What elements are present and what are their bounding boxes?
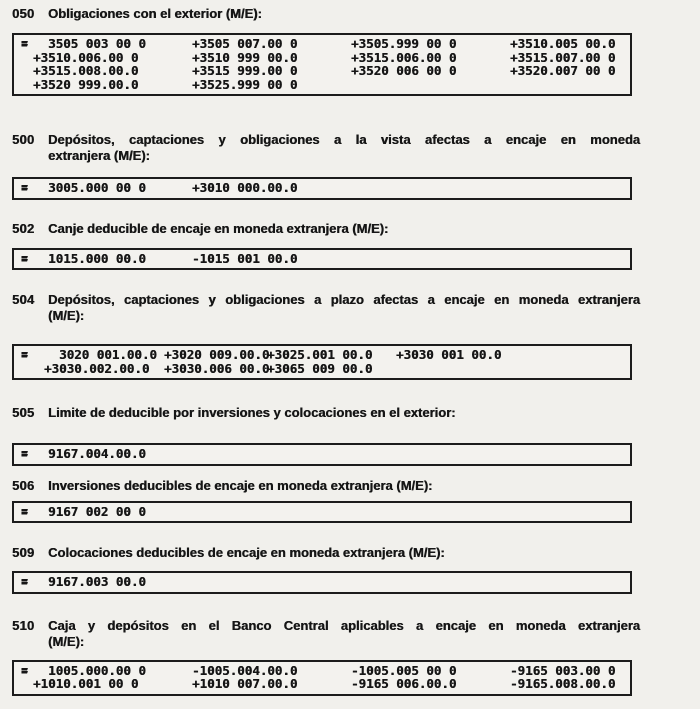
formula-box: [12, 248, 632, 271]
formula-box: [12, 33, 632, 96]
equals-sign: =: [21, 662, 28, 678]
section-heading: [12, 478, 700, 494]
formula-code: 3505 003 00 0: [33, 36, 146, 51]
formula-box: [12, 660, 632, 696]
formula-code: +1010.001 00 0: [33, 676, 139, 691]
equals-sign: =: [21, 35, 28, 52]
formula-row: [44, 348, 630, 362]
formula-code: 1015.000 00.0: [33, 250, 146, 266]
title-line: Caja y depósitos en el Banco Central aplicables a encaje en moneda extranjera: [48, 617, 640, 633]
title-line: (M/E):: [48, 308, 85, 323]
formula-code: +3515.007.00 0: [510, 49, 616, 65]
formula-code: +3065 009 00.0: [267, 360, 373, 376]
section-title: [48, 132, 640, 164]
section-number: 506: [12, 477, 35, 493]
formula-row: [33, 51, 630, 65]
title-line: Colocaciones deducibles de encaje en moneda extranjera (M/E):: [48, 545, 445, 560]
formula-code: 3020 001.00.0: [44, 347, 157, 362]
section-number: 050: [12, 6, 35, 21]
section-number: 502: [12, 220, 35, 236]
section-title: [48, 478, 640, 494]
section-number: 509: [12, 545, 35, 560]
section-505: [12, 405, 700, 466]
formula-code: -9165.008.00.0: [510, 676, 616, 691]
section-title: [48, 405, 640, 421]
section-506: [12, 478, 700, 524]
section-title: [48, 618, 640, 650]
formula-row: [33, 505, 630, 519]
formula-code: +3520 006 00 0: [351, 63, 457, 78]
formula-code: 1005.000.00 0: [33, 662, 146, 678]
section-heading: [12, 221, 700, 237]
formula-code: +1010 007.00.0: [192, 676, 298, 691]
title-line: extranjera (M/E):: [48, 148, 150, 163]
title-line: Obligaciones con el exterior (M/E):: [48, 6, 262, 21]
formula-row: [33, 447, 630, 461]
formula-code: +3525.999 00 0: [192, 76, 298, 92]
section-heading: [12, 132, 700, 164]
equals-sign: =: [21, 250, 28, 266]
section-heading: [12, 545, 700, 561]
formula-code: +3515.006.00 0: [351, 49, 457, 65]
section-heading: [12, 6, 700, 22]
section-heading: [12, 405, 700, 421]
formula-code: +3010 000.00.0: [192, 180, 298, 195]
formula-code: 9167 002 00 0: [33, 503, 146, 519]
section-title: [48, 292, 640, 324]
formula-code: -1015 001 00.0: [192, 250, 298, 266]
section-510: [12, 618, 700, 696]
equals-sign: =: [21, 573, 28, 590]
title-line: Limite de deducible por inversiones y colocaciones en el exterior:: [48, 405, 456, 420]
title-line: Depósitos, captaciones y obligaciones a la vista afectas a encaje en moneda: [48, 132, 640, 147]
formula-code: -9165 006.00.0: [351, 676, 457, 691]
equals-sign: =: [21, 445, 28, 462]
section-number: 500: [12, 132, 35, 147]
formula-row: [33, 181, 630, 195]
section-509: [12, 545, 700, 594]
equals-sign: =: [21, 503, 28, 519]
formula-code: +3520.007 00 0: [510, 63, 616, 78]
formula-code: +3030.006 00.0: [164, 360, 270, 376]
formula-row: [33, 64, 630, 78]
formula-code: 9167.004.00.0: [33, 446, 146, 461]
section-number: 504: [12, 292, 35, 307]
formula-code: +3505 007.00 0: [192, 36, 298, 51]
title-line: (M/E):: [48, 633, 85, 649]
title-line: Depósitos, captaciones y obligaciones a plazo afectas a encaje en moneda extranjera: [48, 292, 640, 307]
formula-code: +3510 999 00.0: [192, 49, 298, 65]
title-line: Inversiones deducibles de encaje en moneda extranjera (M/E):: [48, 477, 433, 493]
formula-row: [44, 362, 630, 376]
formula-row: [33, 575, 630, 589]
section-title: [48, 221, 640, 237]
formula-row: [33, 252, 630, 266]
formula-code: +3510.006.00 0: [33, 49, 139, 65]
formula-box: [12, 443, 632, 466]
formula-code: +3030 001 00.0: [396, 347, 502, 362]
formula-box: [12, 501, 632, 524]
formula-code: +3020 009.00.0: [164, 347, 270, 362]
section-500: [12, 132, 700, 200]
section-number: 505: [12, 405, 35, 420]
title-line: Canje deducible de encaje en moneda extranjera (M/E):: [48, 220, 389, 236]
formula-code: -1005.004.00.0: [192, 662, 298, 678]
formula-code: -9165 003.00 0: [510, 662, 616, 678]
formula-row: [33, 664, 630, 678]
formula-box: [12, 571, 632, 594]
formula-code: +3025.001 00.0: [267, 347, 373, 362]
equals-sign: =: [21, 346, 28, 363]
formula-code: +3515 999.00 0: [192, 63, 298, 78]
section-050: [12, 6, 700, 96]
formula-code: +3520 999.00.0: [33, 76, 139, 92]
section-title: [48, 545, 640, 561]
section-number: 510: [12, 617, 35, 633]
section-heading: [12, 292, 700, 324]
formula-code: +3505.999 00 0: [351, 36, 457, 51]
formula-code: 9167.003 00.0: [33, 574, 146, 589]
equals-sign: =: [21, 179, 28, 196]
section-502: [12, 221, 700, 271]
formula-code: +3515.008.00.0: [33, 63, 139, 78]
formula-code: +3510.005 00.0: [510, 36, 616, 51]
section-title: [48, 6, 640, 22]
formula-box: [12, 177, 632, 200]
formula-code: 3005.000 00 0: [33, 180, 146, 195]
section-heading: [12, 618, 700, 650]
formula-box: [12, 344, 632, 380]
formula-code: +3030.002.00.0: [44, 360, 150, 376]
formula-row: [33, 677, 630, 691]
formula-code: -1005.005 00 0: [351, 662, 457, 678]
formula-row: [33, 37, 630, 51]
formula-row: [33, 78, 630, 92]
section-504: [12, 292, 700, 380]
